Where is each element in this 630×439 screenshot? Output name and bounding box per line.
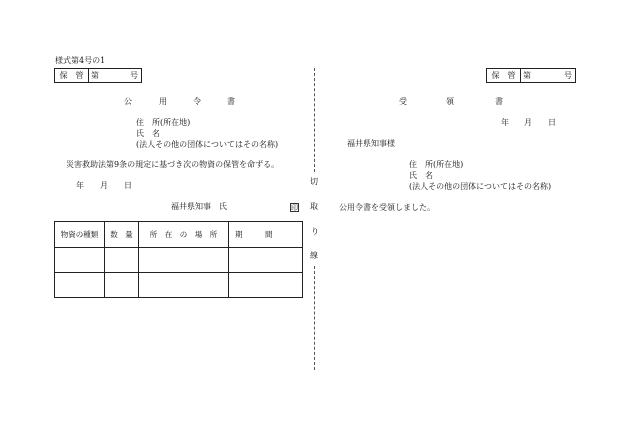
title-char: 用	[159, 97, 167, 106]
seal-mark: 印	[291, 204, 298, 212]
receipt-statement: 公用令書を受領しました。	[339, 203, 435, 212]
title-char: 令	[193, 97, 201, 106]
header-location: 所 在 の 場 所	[139, 222, 229, 248]
right-corporate-note: (法人その他の団体についてはその名称)	[409, 182, 552, 191]
table-cell[interactable]	[105, 273, 139, 298]
table-cell[interactable]	[55, 273, 105, 298]
box-divider	[520, 69, 521, 82]
right-name-label: 氏 名	[409, 171, 433, 180]
title-char: 受	[399, 97, 407, 106]
right-date-year: 年	[501, 118, 509, 127]
left-storage-number-box	[54, 68, 142, 83]
cut-line-char: 線	[310, 251, 318, 260]
number-prefix: 第	[523, 71, 531, 80]
header-quantity: 数 量	[105, 222, 139, 248]
title-char: 書	[227, 97, 235, 106]
table-cell[interactable]	[229, 248, 303, 273]
order-statement: 災害救助法第9条の規定に基づき次の物資の保管を命ずる。	[66, 160, 280, 169]
right-address-label: 住 所(所在地)	[409, 160, 464, 169]
table-header-row	[55, 222, 303, 248]
storage-label: 保 管	[59, 71, 84, 80]
table-row	[55, 273, 303, 298]
storage-label: 保 管	[491, 71, 516, 80]
cut-line-char: 切	[310, 177, 318, 186]
left-date-month: 月	[100, 181, 108, 190]
form-number: 様式第4号の1	[55, 56, 106, 65]
period-label: 期 間	[235, 230, 273, 239]
table-cell[interactable]	[55, 248, 105, 273]
header-goods-type: 物資の種類	[55, 222, 105, 248]
goods-table	[54, 221, 303, 298]
cut-line-lower	[314, 266, 315, 370]
left-corporate-note: (法人その他の団体についてはその名称)	[136, 140, 279, 149]
title-char: 領	[446, 97, 454, 106]
number-suffix: 号	[564, 71, 572, 80]
right-date-month: 月	[524, 118, 532, 127]
cut-line-char: 取	[310, 202, 318, 211]
table-cell[interactable]	[229, 273, 303, 298]
issuer: 福井県知事 氏	[171, 202, 227, 211]
cut-line-upper	[314, 68, 315, 172]
left-date-year: 年	[76, 181, 84, 190]
number-suffix: 号	[130, 71, 138, 80]
cut-line-char: り	[311, 227, 319, 236]
box-divider	[88, 69, 89, 82]
header-period	[229, 222, 303, 248]
left-address-label: 住 所(所在地)	[136, 118, 191, 127]
addressee: 福井県知事様	[347, 139, 395, 148]
number-prefix: 第	[91, 71, 99, 80]
title-char: 書	[495, 97, 503, 106]
left-date-day: 日	[124, 181, 132, 190]
right-storage-number-box	[486, 68, 576, 83]
table-cell[interactable]	[139, 273, 229, 298]
left-name-label: 氏 名	[136, 129, 160, 138]
title-char: 公	[124, 97, 132, 106]
table-row	[55, 248, 303, 273]
table-cell[interactable]	[105, 248, 139, 273]
table-cell[interactable]	[139, 248, 229, 273]
right-date-day: 日	[548, 118, 556, 127]
